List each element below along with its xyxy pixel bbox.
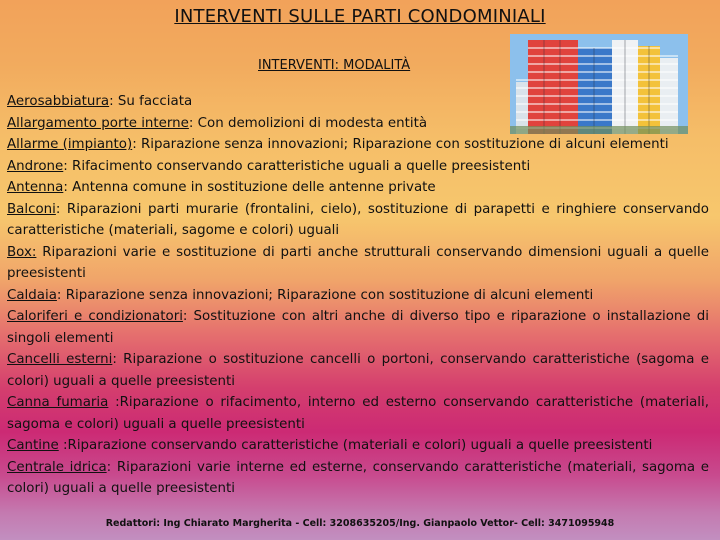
entry-term: Centrale idrica [7,459,107,475]
list-item [7,134,709,156]
entry-text: Riparazioni varie e sostituzione di parti anche strutturali conservando dimensioni uguali a quelle preesistenti [7,244,709,281]
entry-term: Aerosabbiatura [7,94,110,109]
entry-term: Allargamento porte interne [7,115,189,131]
entries-list [7,91,709,500]
list-item [7,199,709,242]
list-item [7,392,709,435]
entry-text: : Antenna comune in sostituzione delle antenne private [63,180,436,195]
footer-credits: Redattori: Ing Chiarato Margherita - Cell: 3208635205/Ing. Gianpaolo Vettor- Cell: 3471095948 [105,518,615,529]
entry-term: Balconi [7,201,56,217]
page-title: INTERVENTI SULLE PARTI CONDOMINIALI [174,6,546,27]
entry-text: :Riparazione o rifacimento, interno ed esterno conservando caratteristiche (materiali, sagoma e colori) uguali a quelle preesistenti [7,395,709,432]
list-item [7,349,709,392]
entry-term: Caldaia [7,287,57,303]
section-subtitle: INTERVENTI: MODALITÀ [258,58,411,73]
entry-text: : Sostituzione con altri anche di diverso tipo e riparazione o installazione di singoli elementi [7,309,709,346]
entry-text: : Rifacimento conservando caratteristiche uguali a quelle preesistenti [63,158,531,174]
list-item [7,285,709,307]
entry-term: Cantine [7,438,59,453]
list-item [7,306,709,349]
entry-term: Allarme (impianto) [7,137,133,152]
list-item [7,113,709,135]
entry-text: : Riparazione senza innovazioni; Riparazione con sostituzione di alcuni elementi [56,287,594,303]
list-item [7,156,709,178]
entry-term: Androne [7,158,64,174]
entry-text: : Su facciata [109,94,193,109]
entry-term: Canna fumaria [7,395,109,410]
list-item [7,242,709,285]
list-item [7,177,709,199]
list-item [7,457,709,500]
entry-text: : Riparazione o sostituzione cancelli o portoni, conservando caratteristiche (sagoma e colori) uguali a quelle preesistenti [7,352,710,389]
entry-text: : Riparazione senza innovazioni; Riparazione con sostituzione di alcuni elementi [132,137,669,152]
entry-term: Box: [7,244,37,260]
entry-text: :Riparazione conservando caratteristiche (materiali e colori) uguali a quelle preesistenti [58,438,653,453]
entry-term: Cancelli esterni [7,352,113,367]
entry-term: Caloriferi e condizionatori [7,309,183,324]
list-item [7,91,709,113]
entry-text: : Con demolizioni di modesta entità [188,115,428,131]
entry-term: Antenna [7,180,64,195]
list-item [7,435,709,457]
entry-text: : Riparazioni varie interne ed esterne, conservando caratteristiche (materiali, sagoma e colori) uguali a quelle preesistenti [7,459,709,496]
entry-text: : Riparazioni parti murarie (frontalini, cielo), sostituzione di parapetti e ringhiere conservando caratteristiche (materiali, sagome e colori) uguali [7,201,709,238]
